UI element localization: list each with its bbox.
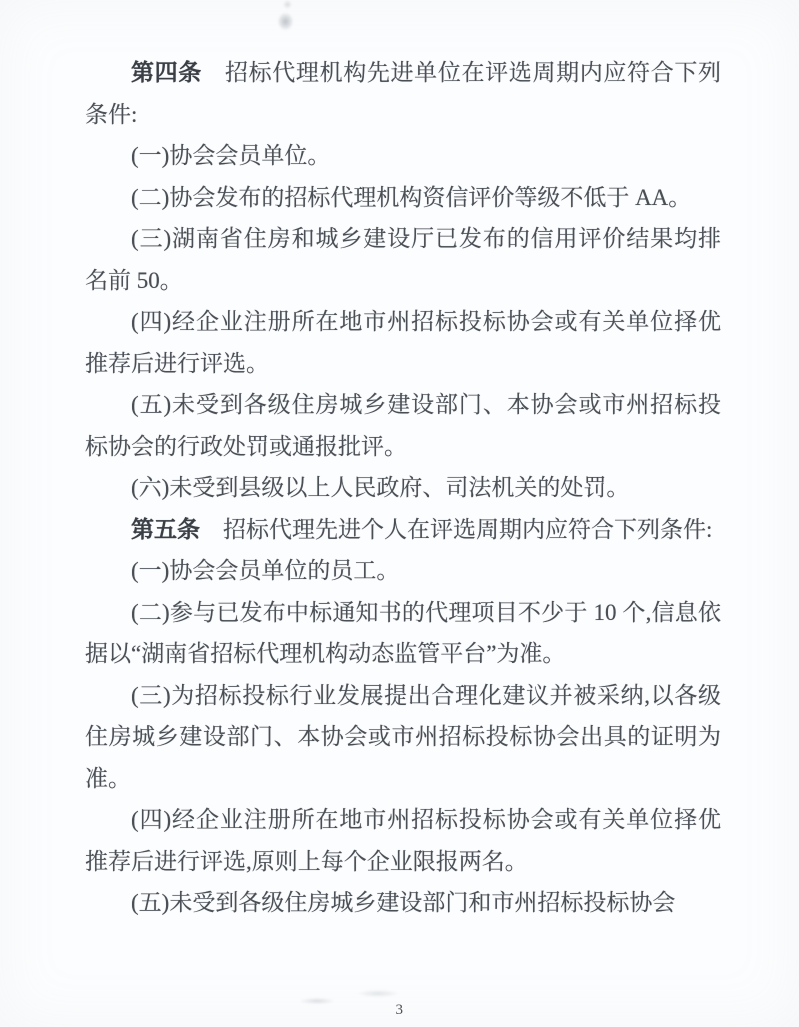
- article-5-item-5: (五)未受到各级住房城乡建设部门和市州招标投标协会: [131, 890, 676, 915]
- article-5-item-2: (二)参与已发布中标通知书的代理项目不少于 10 个,信息依据以“湖南省招标代理机构动态监管平台”为准。: [85, 599, 721, 666]
- article-4-item-6: (六)未受到县级以上人民政府、司法机关的处罚。: [131, 475, 630, 500]
- article-4-item-3: (三)湖南省住房和城乡建设厅已发布的信用评价结果均排名前 50。: [85, 226, 721, 293]
- article-4-item-1: (一)协会会员单位。: [131, 143, 331, 168]
- scan-smudge-mark: [278, 13, 293, 30]
- document-body: [85, 52, 721, 924]
- article-5-intro-text: 招标代理先进个人在评选周期内应符合下列条件:: [223, 516, 713, 542]
- article-4-intro-text: 招标代理机构先进单位在评选周期内应符合下列条件:: [85, 60, 722, 127]
- article-4-item-2: (二)协会发布的招标代理机构资信评价等级不低于 AA。: [131, 184, 692, 210]
- article-4-item-4: (四)经企业注册所在地市州招标投标协会或有关单位择优推荐后进行评选。: [85, 309, 721, 376]
- article-5-heading-paragraph: [85, 509, 721, 551]
- scan-smudge-mark-faint: [283, 0, 292, 9]
- article-4-number: 第四条: [131, 60, 202, 85]
- scan-streak-mark-faint: [358, 990, 398, 997]
- article-5-number: 第五条: [131, 516, 200, 542]
- article-5-item-3: (三)为招标投标行业发展提出合理化建议并被采纳,以各级住房城乡建设部门、本协会或市州招标投标协会出具的证明为准。: [85, 682, 721, 791]
- article-5-item-4: (四)经企业注册所在地市州招标投标协会或有关单位择优推荐后进行评选,原则上每个企业限报两名。: [85, 807, 721, 874]
- article-4-item-5: (五)未受到各级住房城乡建设部门、本协会或市州招标投标协会的行政处罚或通报批评。: [85, 392, 721, 459]
- article-4-heading-paragraph: [85, 52, 721, 135]
- page-number: 3: [395, 1002, 404, 1018]
- page-footer: [0, 1001, 799, 1019]
- article-5-item-1: (一)协会会员单位的员工。: [131, 558, 400, 583]
